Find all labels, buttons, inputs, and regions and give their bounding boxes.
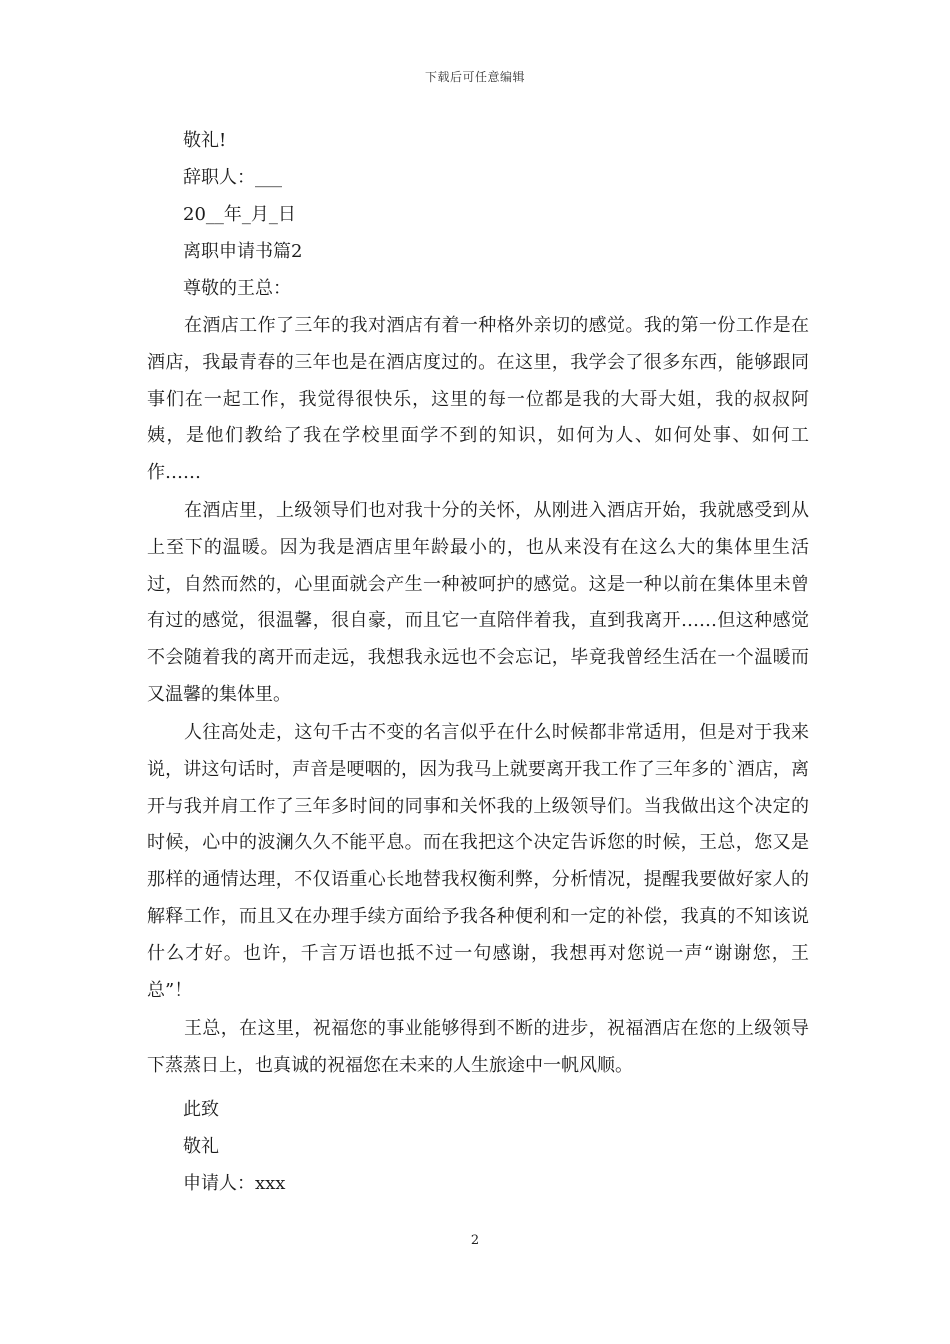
closing-jingli: 敬礼: [183, 1136, 219, 1157]
page-header-note: 下载后可任意编辑: [424, 70, 525, 84]
applicant-line: 申请人：xxx: [183, 1173, 286, 1194]
page-number: 2: [470, 1233, 480, 1248]
body-paragraph-1: 在酒店工作了三年的我对酒店有着一种格外亲切的感觉。我的第一份工作是在酒店，我最青春的三年也是在酒店度过的。在这里，我学会了很多东西，能够跟同事们在一起工作，我觉得很快乐，这里的每一位都是我的大哥大姐，我的叔叔阿姨，是他们教给了我在学校里面学不到的知识，如何为人、如何处事、如何工作……: [147, 315, 809, 484]
body-paragraph-3: 人往高处走，这句千古不变的名言似乎在什么时候都非常适用，但是对于我来说，讲这句话时，声音是哽咽的，因为我马上就要离开我工作了三年多的`酒店，离开与我并肩工作了三年多时间的同事和关怀我的上级领导们。当我做出这个决定的时候，心中的波澜久久不能平息。而在我把这个决定告诉您的时候，王总，您又是那样的通情达理，不仅语重心长地替我权衡利弊，分析情况，提醒我要做好家人的解释工作，而且又在办理手续方面给予我各种便利和一定的补偿，我真的不知该说什么才好。也许，千言万语也抵不过一句感谢，我想再对您说一声“谢谢您，王总”！: [147, 722, 809, 1001]
date-line: 20__年_月_日: [183, 204, 296, 225]
body-paragraph-4: 王总，在这里，祝福您的事业能够得到不断的进步，祝福酒店在您的上级领导下蒸蒸日上，也真诚的祝福您在未来的人生旅途中一帆风顺。: [147, 1018, 809, 1076]
section-title: 离职申请书篇2: [183, 241, 303, 262]
closing-cizhi: 此致: [183, 1099, 219, 1120]
body-paragraph-2: 在酒店里，上级领导们也对我十分的关怀，从刚进入酒店开始，我就感受到从上至下的温暖。因为我是酒店里年龄最小的，也从来没有在这么大的集体里生活过，自然而然的，心里面就会产生一种被呵护的感觉。这是一种以前在集体里未曾有过的感觉，很温馨，很自豪，而且它一直陪伴着我，直到我离开……但这种感觉不会随着我的离开而走远，我想我永远也不会忘记，毕竟我曾经生活在一个温暖而又温馨的集体里。: [147, 500, 809, 705]
greeting-line: 尊敬的王总：: [183, 278, 291, 299]
resigner-line: 辞职人：___: [183, 167, 282, 188]
salute-line: 敬礼!: [183, 130, 227, 151]
